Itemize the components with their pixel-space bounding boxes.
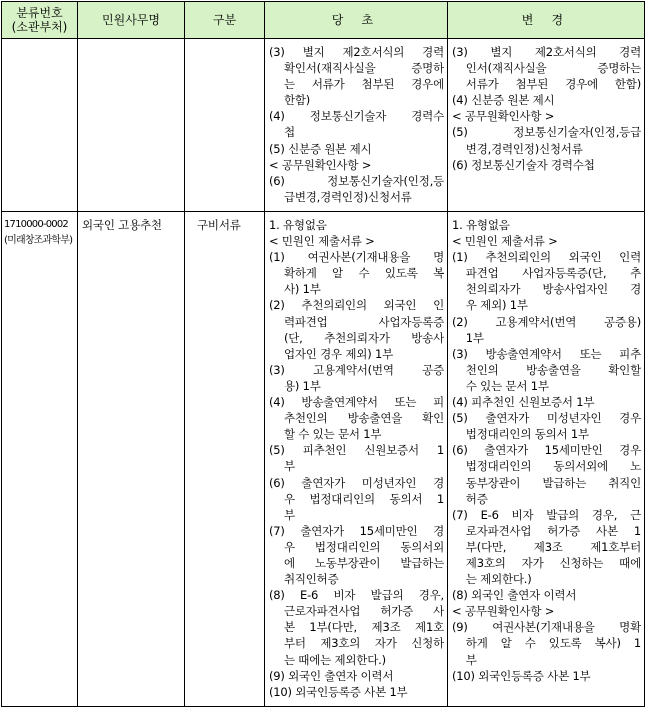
text-line: (4) 정보통신기술자 경력수	[269, 109, 444, 124]
text-line: 하게 알 수 있도록 복사) 1	[465, 636, 641, 651]
text-line: 는 제외한다.)	[465, 572, 532, 587]
text-line: (6) 정보통신기술자(인정,등	[269, 173, 444, 188]
text-line: < 공무원확인사항 >	[269, 157, 372, 172]
category-value: 구비서류	[197, 218, 241, 232]
text-line: 급변경,경력인정)신청서류	[283, 189, 412, 204]
text-line: 인서(재직사실을 증명하는	[465, 61, 641, 76]
row1-before-cell	[265, 39, 448, 212]
amendment-table	[1, 1, 645, 707]
header-service-name: 민원사무명	[78, 2, 185, 39]
text-line: 확하게 알 수 있도록 복	[283, 266, 444, 281]
header-after-label: 변 경	[521, 13, 571, 27]
text-line: (단, 추천의뢰자가 방송사	[283, 330, 444, 345]
text-line: 우 법정대리인의 동의서 1	[283, 491, 444, 506]
text-line: (6) 출연자가 미성년자인 경	[269, 475, 444, 490]
header-before-label: 당 초	[331, 13, 381, 27]
text-line: 변경,경력인정)신청서류	[465, 141, 583, 156]
text-line: 제3호의 자가 신청하는 때에	[465, 555, 641, 570]
text-line: 우 제외) 1부	[465, 298, 528, 313]
header-category: 구분	[185, 2, 265, 39]
row1-type-cell	[185, 39, 265, 212]
text-line: 파견업 사업자등록증(단, 추	[465, 266, 641, 281]
table-row	[2, 39, 645, 212]
text-line: (1) 여권사본(기재내용을 명	[269, 250, 444, 265]
classification-code: 1710000-0002	[4, 219, 68, 230]
header-row	[2, 2, 645, 39]
row2-type-cell	[185, 212, 265, 707]
text-line: (3) 별지 제2호서식의 경력	[452, 45, 641, 59]
text-line: (5) 신분증 원본 제시	[269, 141, 372, 156]
text-line: (8) E-6 비자 발급의 경우,	[269, 588, 444, 603]
text-line: (5) 정보통신기술자(인정,등급	[452, 125, 641, 140]
text-line: (5) 피추천인 신원보증서 1	[269, 443, 444, 458]
header-classification-line2: (소관부처)	[11, 20, 68, 34]
text-line: 한함)	[283, 93, 311, 108]
text-line: 부	[283, 459, 295, 474]
text-line: (9) 여권사본(기재내용을 명확	[452, 620, 641, 635]
text-line: 1. 유형없음	[269, 218, 327, 232]
text-line: (10) 외국인등록증 사본 1부	[452, 668, 591, 683]
text-line: (4) 방송출연계약서 또는 피	[269, 395, 444, 410]
text-line: (4) 신분증 원본 제시	[452, 93, 555, 108]
text-line: 수 있는 문서 1부	[465, 378, 549, 393]
text-line: 부	[283, 507, 295, 522]
text-line: 우 법정대리인의 동의서외	[283, 539, 444, 554]
text-line: (4) 피추천인 신원보증서 1부	[452, 395, 595, 410]
text-line: (5) 출연자가 미성년자인 경우	[452, 411, 641, 426]
text-line: 부(다만, 제3조 제1호부터	[465, 539, 641, 554]
text-line: (8) 외국인 출연자 이력서	[452, 588, 577, 603]
text-line: 는 때에는 제외한다.)	[283, 652, 386, 667]
text-line: 동부장관이 발급하는 취직인	[465, 475, 641, 490]
text-line: 력파견업 사업자등록증	[283, 314, 444, 329]
header-classification-line1: 분류번호	[16, 6, 63, 20]
text-line: (3) 방송출연계약서 또는 피추	[452, 346, 641, 361]
row2-code-cell	[2, 212, 78, 707]
text-line: 근로자파견사업 허가증 사	[283, 604, 444, 619]
text-line: (6) 정보통신기술자 경력수첩	[452, 157, 595, 172]
text-line: 법정대리인의 동의서외에 노	[465, 459, 641, 474]
ministry-name: (미래창조과학부)	[4, 235, 73, 247]
header-after	[448, 2, 645, 39]
text-line: 부터 제3호의 자가 신청하	[283, 636, 444, 651]
text-line: 추천인의 방송출연을 확인	[283, 411, 444, 426]
row1-code-cell	[2, 39, 78, 212]
text-line: < 민원인 제출서류 >	[452, 234, 558, 249]
text-line: (3) 별지 제2호서식의 경력	[269, 45, 444, 59]
row2-name-cell	[78, 212, 185, 707]
text-line: 취직인허증	[283, 572, 339, 587]
text-line: 첩	[283, 125, 295, 140]
text-line: 부	[465, 652, 477, 667]
text-line: 는 서류가 첨부된 경우에	[283, 77, 444, 92]
text-line: 확인서(재직사실을 증명하	[283, 61, 444, 76]
text-line: 1부	[465, 330, 484, 345]
text-line: < 공무원확인사항 >	[452, 109, 555, 124]
text-line: 본 1부(다만, 제3조 제1호	[283, 620, 444, 635]
text-line: 용) 1부	[283, 378, 321, 393]
text-line: (6) 출연자가 15세미만인 경우	[452, 443, 641, 458]
text-line: < 민원인 제출서류 >	[269, 234, 375, 249]
text-line: (7) 출연자가 15세미만인 경	[269, 523, 444, 538]
table-row	[2, 212, 645, 707]
text-line: 1. 유형없음	[452, 218, 510, 232]
text-line: 업자인 경우 제외) 1부	[283, 346, 393, 361]
text-line: (2) 고용계약서(번역 공증용)	[452, 314, 641, 329]
text-line: 로자파견사업 허가증 사본 1	[465, 523, 641, 538]
text-line: (1) 추천의뢰인의 외국인 인력	[452, 250, 641, 265]
text-line: 서류가 첨부된 경우에 한함)	[465, 77, 641, 92]
header-before	[265, 2, 448, 39]
text-line: 법정대리인의 동의서 1부	[465, 427, 589, 442]
text-line: (9) 외국인 출연자 이력서	[269, 668, 394, 683]
text-line: 천인의 방송출연을 확인할	[465, 362, 641, 377]
text-line: 할 수 있는 문서 1부	[283, 427, 382, 442]
text-line: < 공무원확인사항 >	[452, 604, 555, 619]
row1-after-cell	[448, 39, 645, 212]
text-line: 허증	[465, 491, 488, 506]
text-line: (7) E-6 비자 발급의 경우, 근	[452, 507, 641, 522]
row2-before-cell	[265, 212, 448, 707]
text-line: 사) 1부	[283, 282, 321, 297]
text-line: 에 노동부장관이 발급하는	[283, 555, 444, 570]
text-line: (10) 외국인등록증 사본 1부	[269, 684, 408, 699]
text-line: (2) 추천의뢰인의 외국인 인	[269, 298, 444, 313]
header-classification	[2, 2, 78, 39]
service-name: 외국인 고용추천	[82, 218, 162, 232]
text-line: 천의뢰자가 방송사업자인 경	[465, 282, 641, 297]
row1-name-cell	[78, 39, 185, 212]
row2-after-cell	[448, 212, 645, 707]
text-line: (3) 고용계약서(번역 공증	[269, 362, 444, 377]
